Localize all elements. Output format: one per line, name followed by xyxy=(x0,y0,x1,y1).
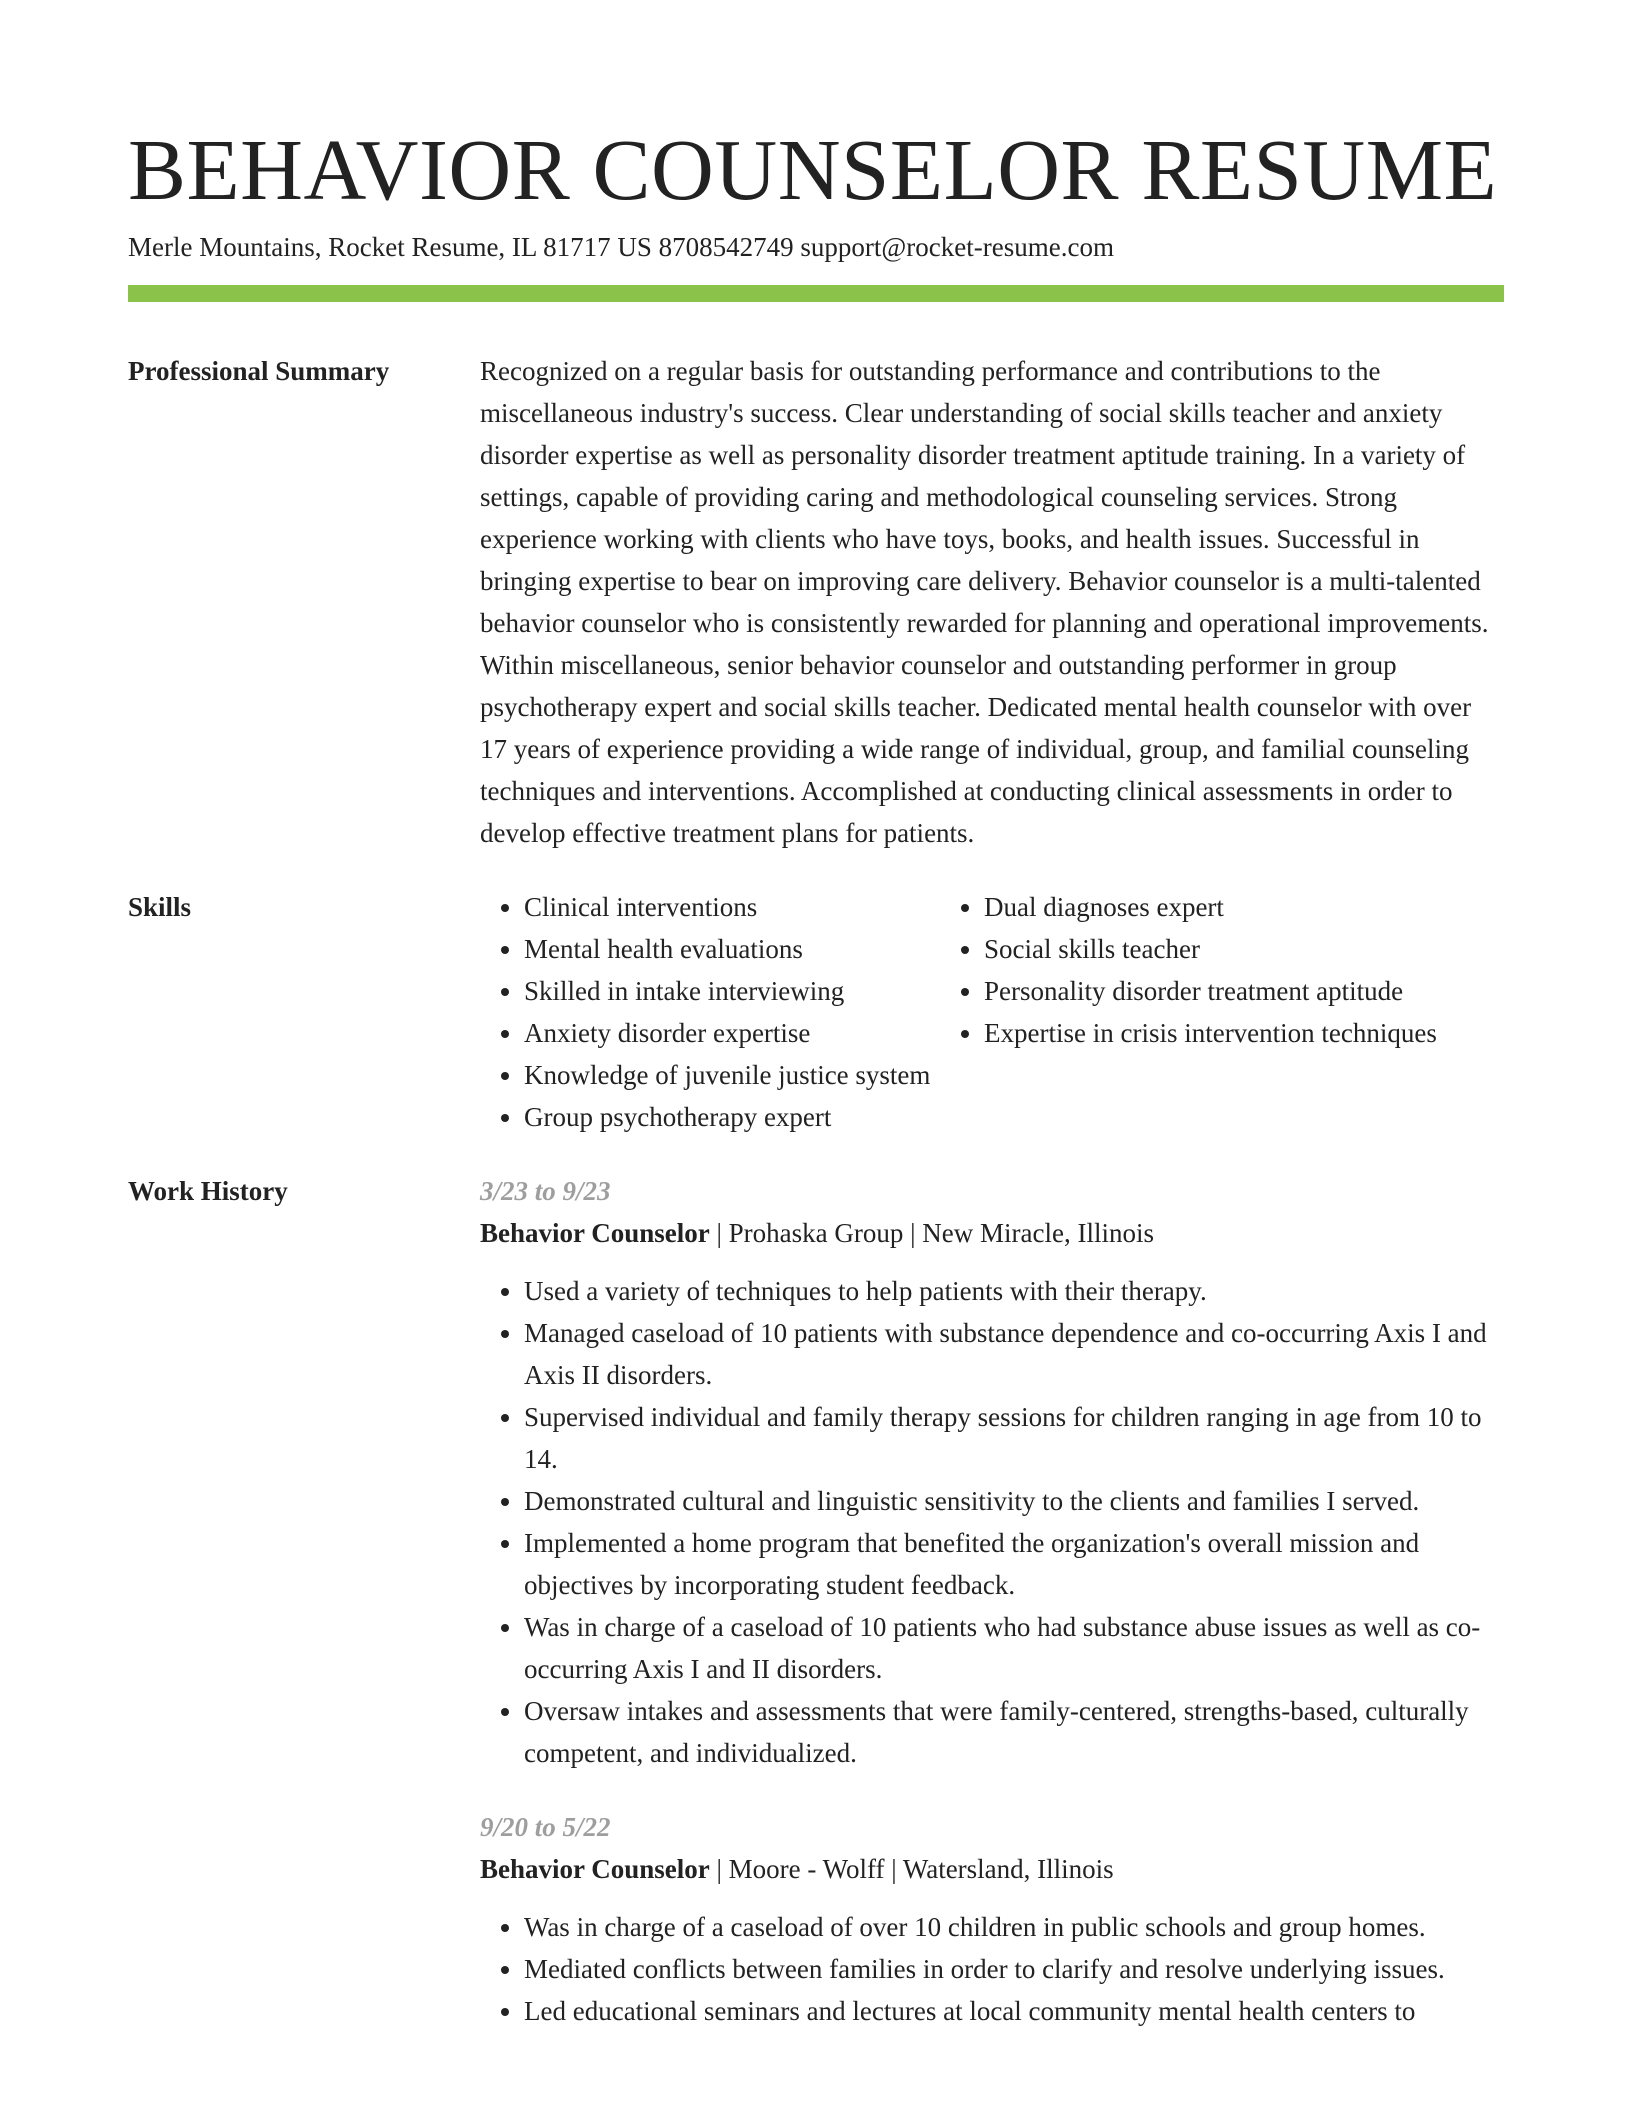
contact-info: Merle Mountains, Rocket Resume, IL 81717 US 8708542749 support@rocket-resume.com xyxy=(128,232,1114,262)
work-history-section xyxy=(128,1170,1504,2064)
section-label-skills: Skills xyxy=(128,892,192,922)
job-dates: 9/20 to 5/22 xyxy=(480,1812,611,1842)
skill-item: • Knowledge of juvenile justice system xyxy=(524,1054,940,1096)
skills-section xyxy=(128,886,1504,1138)
job-entry xyxy=(480,1806,1504,2032)
job-employer-location: | Prohaska Group | New Miracle, Illinois xyxy=(709,1218,1154,1248)
job-bullet: • Used a variety of techniques to help patients with their therapy. xyxy=(524,1270,1504,1312)
resume-header xyxy=(128,118,1504,265)
skill-item: • Dual diagnoses expert xyxy=(984,886,1444,928)
job-entry xyxy=(480,1170,1504,1774)
job-bullets xyxy=(480,1906,1504,2032)
skill-item: • Skilled in intake interviewing xyxy=(524,970,940,1012)
section-label-summary: Professional Summary xyxy=(128,356,390,386)
skill-item: • Personality disorder treatment aptitude xyxy=(984,970,1444,1012)
job-bullet: • Demonstrated cultural and linguistic sensitivity to the clients and families I served. xyxy=(524,1480,1504,1522)
job-title: Behavior Counselor xyxy=(480,1218,710,1248)
skills-column-1 xyxy=(480,886,940,1138)
job-bullet: • Supervised individual and family therapy sessions for children ranging in age from 10 to 14. xyxy=(524,1396,1504,1480)
skill-item: • Mental health evaluations xyxy=(524,928,940,970)
job-employer-location: | Moore - Wolff | Watersland, Illinois xyxy=(709,1854,1114,1884)
skill-item: • Social skills teacher xyxy=(984,928,1444,970)
job-bullet: • Mediated conflicts between families in order to clarify and resolve underlying issues. xyxy=(524,1948,1504,1990)
job-bullet: • Was in charge of a caseload of 10 patients who had substance abuse issues as well as co-occurring Axis I and II disorders. xyxy=(524,1606,1504,1690)
skill-item: • Group psychotherapy expert xyxy=(524,1096,940,1138)
summary-text: Recognized on a regular basis for outstanding performance and contributions to the miscellaneous industry's success. Clear understanding of social skills teacher and anxiety disorder expertise as well as personality disorder treatment aptitude training. In a variety of settings, capable of providing caring and methodological counseling services. Strong experience working with clients who have toys, books, and health issues. Successful in bringing expertise to bear on improving care delivery. Behavior counselor is a multi-talented behavior counselor who is consistently rewarded for planning and operational improvements. Within miscellaneous, senior behavior counselor and outstanding performer in group psychotherapy expert and social skills teacher. Dedicated mental health counselor with over 17 years of experience providing a wide range of individual, group, and familial counseling techniques and interventions. Accomplished at conducting clinical assessments in order to develop effective treatment plans for patients. xyxy=(480,356,1489,848)
job-dates: 3/23 to 9/23 xyxy=(480,1176,611,1206)
professional-summary-section xyxy=(128,350,1504,854)
skill-item: • Anxiety disorder expertise xyxy=(524,1012,940,1054)
header-divider xyxy=(128,285,1504,302)
skill-item: • Clinical interventions xyxy=(524,886,940,928)
skills-grid xyxy=(480,886,1504,1138)
job-bullet: • Managed caseload of 10 patients with substance dependence and co-occurring Axis I and Axis II disorders. xyxy=(524,1312,1504,1396)
skill-item: • Expertise in crisis intervention techniques xyxy=(984,1012,1444,1054)
work-history-body xyxy=(480,1170,1504,2064)
summary-body xyxy=(480,350,1504,854)
job-header xyxy=(480,1848,1504,1890)
resume-title: BEHAVIOR COUNSELOR RESUME xyxy=(128,121,1498,218)
skills-column-2 xyxy=(940,886,1444,1138)
job-bullets xyxy=(480,1270,1504,1774)
job-header xyxy=(480,1212,1504,1254)
section-label-work-history: Work History xyxy=(128,1176,288,1206)
job-bullet: • Led educational seminars and lectures at local community mental health centers to xyxy=(524,1990,1504,2032)
job-bullet: • Oversaw intakes and assessments that were family-centered, strengths-based, culturally competent, and individualized. xyxy=(524,1690,1504,1774)
resume-content xyxy=(128,350,1504,2064)
job-bullet: • Implemented a home program that benefited the organization's overall mission and objectives by incorporating student feedback. xyxy=(524,1522,1504,1606)
job-title: Behavior Counselor xyxy=(480,1854,710,1884)
job-bullet: • Was in charge of a caseload of over 10 children in public schools and group homes. xyxy=(524,1906,1504,1948)
